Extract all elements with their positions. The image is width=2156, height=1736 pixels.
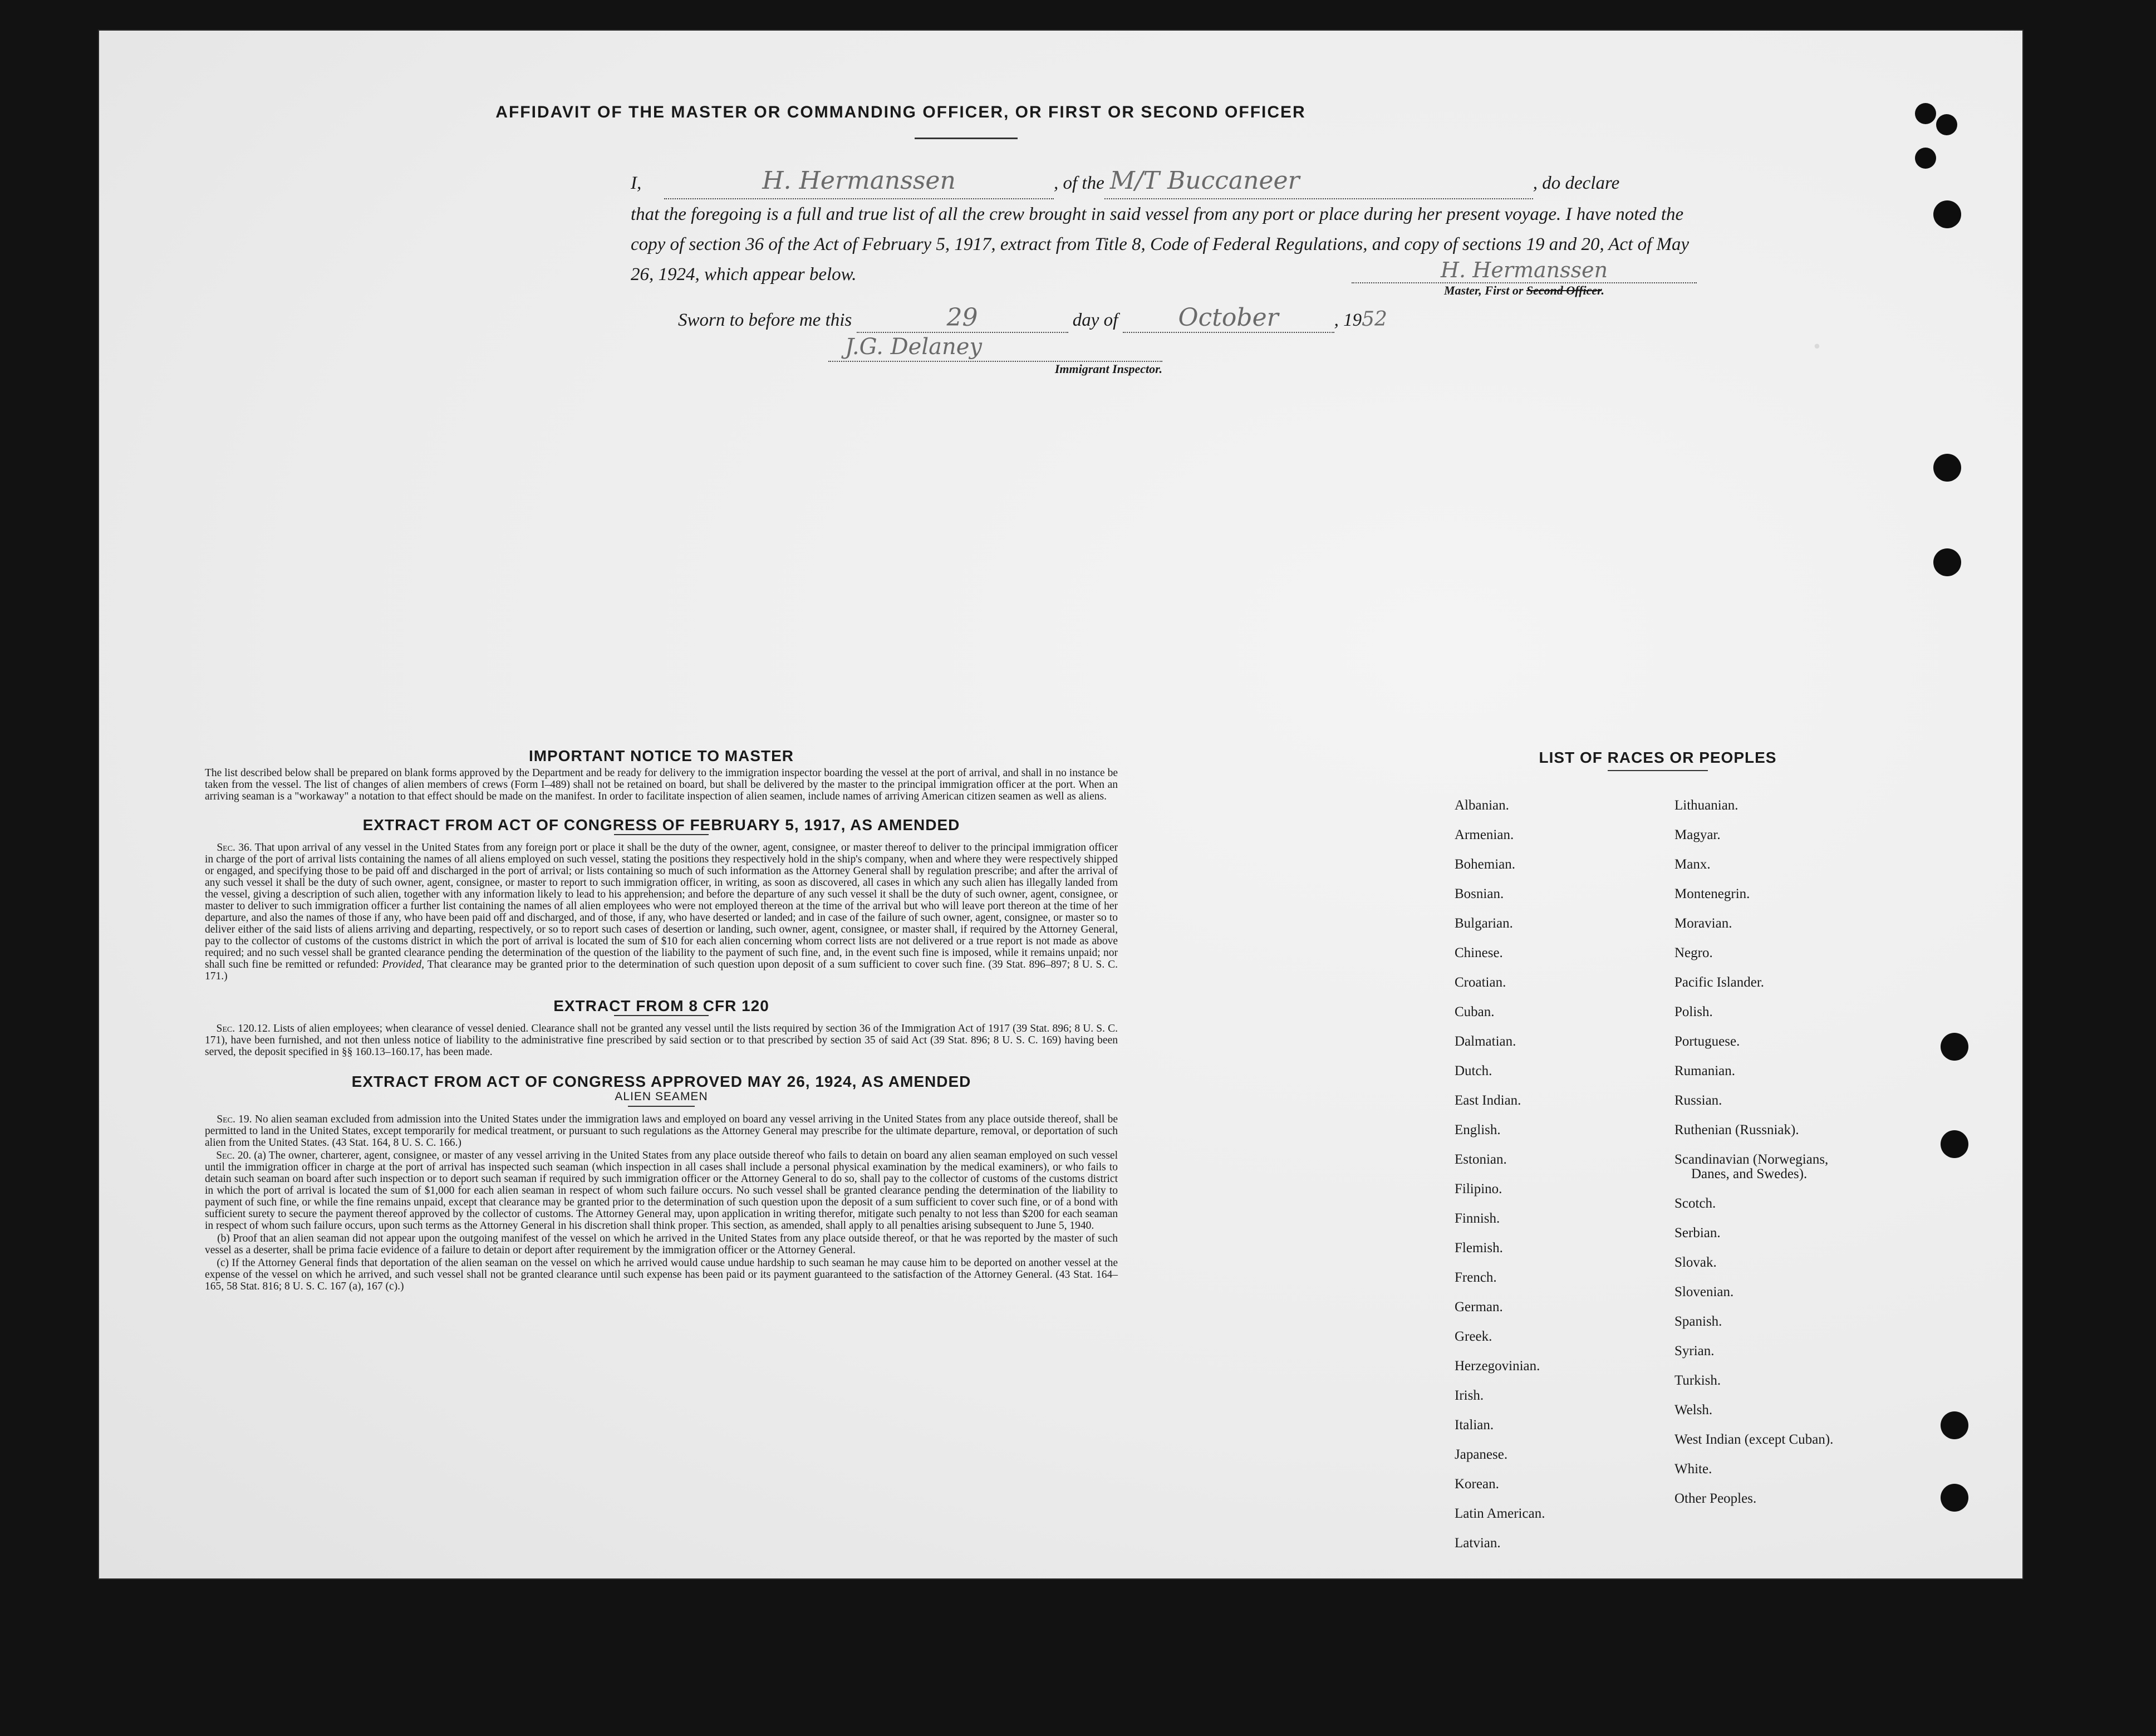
inspector-signature-handwritten: J.G. Delaney [845,334,983,360]
extract-1924-heading: EXTRACT FROM ACT OF CONGRESS APPROVED MAY 26, 1924, AS AMENDED [351,1073,971,1090]
punch-hole [1936,114,1957,135]
notice-heading: IMPORTANT NOTICE TO MASTER [528,747,794,764]
race-item: Estonian. [1455,1152,1507,1167]
divider [1608,770,1708,771]
race-item: Latin American. [1455,1506,1545,1521]
extract-1924-sec20a: Sec. 20. (a) The owner, charterer, agent, consignee, or master of any vessel arriving in the United States from any place outside thereof who fails to detain on board any alien seaman employed on such vessel until the immigration officer in charge at the port of arrival has inspected such seaman (which inspection in all cases shall include a personal physical examination by the medical examiners), or who fails to detain such seaman on board after such inspection or to deport such seaman if required by such immigration officer or the Attorney General to do so, shall pay to the collector of customs of the customs district in which the port of arrival is located the sum of $1,000 for each alien seaman in respect of whom such failure occurs. No such vessel shall be granted clearance pending the determination of the liability to payment of such fine, or while the fine remains unpaid, except that clearance may be granted prior to the determination of such question upon the deposit of a sum sufficient to cover such fine, or of a bond with sufficient surety to secure the payment thereof approved by the collector of customs. The Attorney General may, upon application in writing therefor, mitigate such penalty to not less than $200 for each seaman in respect of whom such failure occurs, upon such terms as the Attorney General in his discretion shall think proper. This section, as amended, shall apply to all penalties arising subsequent to June 5, 1940. [205,1150,1118,1232]
punch-hole [1915,103,1936,124]
race-item: English. [1455,1122,1501,1137]
document-page: 🞄 AFFIDAVIT OF THE MASTER OR COMMANDING OFFICER, OR FIRST OR SECOND OFFICER I, H. Hermanssen , of the M/T Buccaneer , do declare that the foregoing is a full and true list of all the crew brought in said vessel from any port or place during her present voyage. I have noted the copy of section 36 of the Act of February 5, 1917, extract from Title 8, Code of Federal Regulations, and copy of sections 19 and 20, Act of May 26, 1924, which appear below. H. Hermanssen Master, First or Second Officer. Sworn to before me this 29 day of October , 1952 J.G. Delaney Immigrant Inspector. IMPORTANT NOTICE TO MASTER The list described below shall be prepared on blank forms approved by the Department and be ready for delivery to the immigration inspector boarding the vessel at the port of arrival, and shall in no instance be taken from the vessel. The list of changes of alien members of crews (Form I–489) shall not be retained on board, but shall be delivered by the master to the principal immigration officer at the port. When an arriving seaman is a "workaway" a notation to that effect should be made on the manifest. In order to facilitate inspection of alien seamen, include names of arriving American citizen seamen as well as aliens. EXTRACT FROM ACT OF CONGRESS OF FEBRUARY 5, 1917, AS AMENDED Sec. 36. That upon arrival of any vessel in the United States from any foreign port or place it shall be the duty of the owner, agent, consignee, or master thereof to deliver to the principal immigration officer in charge of the port of arrival lists containing the names of all aliens employed on such vessel, stating the positions they respectively hold in the ship's company, when and where they were respectively shipped or engaged, and specifying those to be paid off and discharged in the port of arrival; or lists containing so much of such information as the Attorney General shall by regulation prescribe; and after the arrival of any such vessel it shall be the duty of such owner, agent, consignee, or master to report to such immigration officer, in writing, as soon as discovered, all cases in which any such alien has illegally landed from the vessel, giving a description of such alien, together with any information likely to lead to his apprehension; and before the departure of any such vessel it shall be the duty of such owner, agent, consignee, or master to deliver to such immigration officer a further list containing the names of all alien employees who were not employed thereon at the time of the arrival but who will leave port thereon at the time of her departure, and also the names of those if any, who have been paid off and discharged, and of those, if any, who have deserted or landed; and in case of the failure of such owner, agent, consignee, or master so to deliver either of the said lists of aliens arriving and departing, respectively, or so to report such cases of desertion or landing, such owner, agent, consignee, or master shall, if required by the Attorney General, pay to the collector of customs of the customs district in which the port of arrival is located the sum of $10 for each alien concerning whom correct lists are not delivered or a true report is not made as above required; and no such vessel shall be granted clearance pending the determination of the question of the liability to the payment of such fine, and, in the event such fine is imposed, while it remains unpaid; nor shall such fine be remitted or refunded: Provided, That clearance may be granted prior to the determination of such question upon deposit of a sum sufficient to cover such fine. (39 Stat. 896–897; 8 U. S. C. 171.) EXTRACT FROM 8 CFR 120 Sec. 120.12. Lists of alien employees; when clearance of vessel denied. Clearance shall not be granted any vessel until the lists required by section 36 of the Immigration Act of 1917 (39 Stat. 896; 8 U. S. C. 171), have been furnished, and not then unless notice of liability to the administrative fine prescribed by said section or to that prescribed by section 35 of said Act (39 Stat. 896; 8 U. S. C. 169) having been served, the deposit specified in §§ 160.13–160.17, has been made. EXTRACT FROM ACT OF CONGRESS APPROVED MAY 26, 1924, AS AMENDED ALIEN SEAMEN Sec. 19. No alien seaman excluded from admission into the United States under the immigration laws and employed on board any vessel arriving in the United States from any place outside thereof, shall be permitted to land in the United States, except temporarily for medical treatment, or pursuant to such regulations as the Attorney General may prescribe for the ultimate departure, removal, or deportation of such alien from the United States. (43 Stat. 164, 8 U. S. C. 166.) Sec. 20. (a) The owner, charterer, agent, consignee, or master of any vessel arriving in the United States from any place outside thereof who fails to detain on board any alien seaman employed on such vessel until the immigration officer in charge at the port of arrival has inspected such seaman (which inspection in all cases shall include a personal physical examination by the medical examiners), or who fails to detain such seaman on board after such inspection or to deport such seaman if required by such immigration officer or the Attorney General to do so, shall pay to the collector of customs of the customs district in which the port of arrival is located the sum of $1,000 for each alien seaman in respect of whom such failure occurs. No such vessel shall be granted clearance pending the determination of the liability to payment of such fine, or while the fine remains unpaid, except that clearance may be granted prior to the determination of such question upon the deposit of a sum sufficient to cover such fine, or of a bond with sufficient surety to secure the payment thereof approved by the collector of customs. The Attorney General may, upon application in writing therefor, mitigate such penalty to not less than $200 for each seaman in respect of whom such failure occurs, upon such terms as the Attorney General in his discretion shall think proper. This section, as amended, shall apply to all penalties arising subsequent to June 5, 1940. (b) Proof that an alien seaman did not appear upon the outgoing manifest of the vessel on which he arrived in the United States from any place outside thereof, or that he was reported by the master of such vessel as a deserter, shall be prima facie evidence of a failure to detain or deport after requirement by the immigration officer or the Attorney General. (c) If the Attorney General finds that deportation of the alien seaman on the vessel on which he arrived would cause undue hardship to such seaman he may cause him to be deported on another vessel at the expense of the vessel on which he arrived, and such vessel shall not be granted clearance until such expense has been paid or its payment guaranteed to the satisfaction of the Attorney General. (43 Stat. 164–165, 58 Stat. 816; 8 U. S. C. 167 (a), 167 (c).) LIST OF RACES OR PEOPLES Albanian. Armenian. Bohemian. Bosnian. Bulgarian. Chinese. Croatian. Cuban. Dalmatian. Dutch. East Indian. English. Estonian. Filipino. Finnish. Flemish. French. German. Greek. Herzegovinian. Irish. Italian. Japanese. Korean. Latin American. Latvian. Lithuanian. Magyar. Manx. Montenegrin. Moravian. Negro. Pacific Islander. Polish. Portuguese. Rumanian. Russian. Ruthenian (Russniak). Scandinavian (Norwegians, Danes, and Swedes). Scotch. Serbian. Slovak. Slovenian. Spanish. Syrian. Turkish. Welsh. West Indian (except Cuban). White. Other Peoples. [99,31,2022,1578]
race-item: Montenegrin. [1674,886,1750,901]
day-of-label: day of [1072,310,1118,330]
extract-1917-heading: EXTRACT FROM ACT OF CONGRESS OF FEBRUARY 5, 1917, AS AMENDED [362,816,960,833]
race-item: Filipino. [1455,1181,1502,1196]
i-label: I, [631,173,642,193]
race-item: Finnish. [1455,1211,1500,1226]
races-heading: LIST OF RACES OR PEOPLES [1539,749,1777,766]
sworn-month-handwritten: October [1178,303,1279,332]
race-item: Other Peoples. [1674,1491,1757,1506]
race-item: Manx. [1674,857,1711,872]
extract-1924-sec19: Sec. 19. No alien seaman excluded from admission into the United States under the immigration laws and employed on board any vessel arriving in the United States from any place outside thereof, shall be permitted to land in the United States, except temporarily for medical treatment, or pursuant to such regulations as the Attorney General may prescribe for the ultimate departure, removal, or deportation of such alien from the United States. (43 Stat. 164, 8 U. S. C. 166.) [205,1114,1118,1149]
race-item: Chinese. [1455,945,1503,960]
race-item: Serbian. [1674,1225,1721,1240]
alien-seamen-subheading: ALIEN SEAMEN [615,1090,708,1103]
notice-body: The list described below shall be prepared on blank forms approved by the Department and be ready for delivery to the immigration inspector boarding the vessel at the port of arrival, and shall in no instance be taken from the vessel. The list of changes of alien members of crews (Form I–489) shall not be retained on board, but shall be delivered by the master to the principal immigration officer at the port. When an arriving seaman is a "workaway" a notation to that effect should be made on the manifest. In order to facilitate inspection of alien seamen, include names of arriving American citizen seamen as well as aliens. [205,767,1118,802]
divider [628,1106,695,1107]
extract-cfr-heading: EXTRACT FROM 8 CFR 120 [553,997,769,1014]
race-item: Syrian. [1674,1343,1715,1359]
of-the-label: , of the [1054,173,1104,193]
declaration-body: that the foregoing is a full and true list of all the crew brought in said vessel from any port or place during her present voyage. I have noted the copy of section 36 of the Act of February 5, 1917, extract from Title 8, Code of Federal Regulations, and copy of sections 19 and 20, Act of May 26, 1924, which appear below. [631,204,1690,285]
sworn-label: Sworn to before me this [678,310,852,330]
race-item: Lithuanian. [1674,798,1738,813]
race-item: Albanian. [1455,798,1509,813]
race-item: Rumanian. [1674,1063,1736,1078]
race-item: Slovak. [1674,1255,1717,1270]
punch-hole [1941,1130,1968,1158]
race-item: Slovenian. [1674,1284,1734,1299]
divider [614,1015,709,1016]
race-item: Spanish. [1674,1314,1722,1329]
do-declare-label: , do declare [1533,173,1620,193]
race-item: Dutch. [1455,1063,1492,1078]
race-item: Dalmatian. [1455,1034,1516,1049]
race-item: Scandinavian (Norwegians, [1674,1152,1829,1167]
race-item: Polish. [1674,1004,1713,1019]
race-item: Portuguese. [1674,1034,1740,1049]
race-item: Irish. [1455,1388,1484,1403]
race-item: Herzegovinian. [1455,1359,1540,1374]
punch-hole [1915,148,1936,169]
race-item: Korean. [1455,1477,1499,1492]
race-item: Ruthenian (Russniak). [1674,1122,1799,1137]
race-item: Bulgarian. [1455,916,1513,931]
race-item: White. [1674,1462,1712,1477]
race-item: Turkish. [1674,1373,1721,1388]
punch-hole [1933,548,1961,576]
extract-1924-sec20c: (c) If the Attorney General finds that deportation of the alien seaman on the vessel on which he arrived would cause undue hardship to such seaman he may cause him to be deported on another vessel at the expense of the vessel on which he arrived, and such vessel shall not be granted clearance until such expense has been paid or its payment guaranteed to the satisfaction of the Attorney General. (43 Stat. 164–165, 58 Stat. 816; 8 U. S. C. 167 (a), 167 (c).) [205,1257,1118,1292]
master-caption: Master, First or Second Officer. [1443,283,1605,297]
race-item: East Indian. [1455,1093,1521,1108]
sworn-line [678,303,1387,333]
inspector-caption: Immigrant Inspector. [1054,362,1162,376]
race-item: Latvian. [1455,1536,1501,1551]
race-item: Greek. [1455,1329,1492,1344]
races-heading-block [1435,749,1880,778]
divider [614,834,709,835]
divider [915,138,1018,139]
year-prefix: , 19 [1334,310,1362,330]
master-signature-handwritten: H. Hermanssen [1440,258,1608,282]
race-item: Italian. [1455,1418,1494,1433]
race-item: Armenian. [1455,827,1514,842]
race-item: Bosnian. [1455,886,1504,901]
race-item: German. [1455,1299,1503,1315]
punch-hole [1933,200,1961,228]
race-item: Croatian. [1455,975,1506,990]
sworn-year-handwritten: 52 [1362,308,1387,331]
race-item: Flemish. [1455,1240,1503,1256]
race-item: Pacific Islander. [1674,975,1765,990]
extract-1917-body: Sec. 36. That upon arrival of any vessel in the United States from any foreign port or place it shall be the duty of the owner, agent, consignee, or master thereof to deliver to the principal immigration officer in charge of the port of arrival lists containing the names of all aliens employed on such vessel, stating the positions they respectively hold in the ship's company, when and where they were respectively shipped or engaged, and specifying those to be paid off and discharged in the port of arrival; or lists containing so much of such information as the Attorney General shall by regulation prescribe; and after the arrival of any such vessel it shall be the duty of such owner, agent, consignee, or master to report to such immigration officer, in writing, as soon as discovered, all cases in which any such alien has illegally landed from the vessel, giving a description of such alien, together with any information likely to lead to his apprehension; and before the departure of any such vessel it shall be the duty of such owner, agent, consignee, or master to deliver to such immigration officer a further list containing the names of all alien employees who were not employed thereon at the time of the arrival but who will leave port thereon at the time of her departure, and also the names of those if any, who have been paid off and discharged, and of those, if any, who have deserted or landed; and in case of the failure of such owner, agent, consignee, or master so to deliver either of the said lists of aliens arriving and departing, respectively, or so to report such cases of desertion or landing, such owner, agent, consignee, or master shall, if required by the Attorney General, pay to the collector of customs of the customs district in which the port of arrival is located the sum of $10 for each alien concerning whom correct lists are not delivered or a true report is not made as above required; and no such vessel shall be granted clearance pending the determination of the question of the liability to the payment of such fine, and, in the event such fine is imposed, while it remains unpaid; nor shall such fine be remitted or refunded: Provided, That clearance may be granted prior to the determination of such question upon deposit of a sum sufficient to cover such fine. (39 Stat. 896–897; 8 U. S. C. 171.) [205,842,1118,982]
vessel-name-handwritten: M/T Buccaneer [1109,166,1300,195]
sworn-day-handwritten: 29 [946,303,978,332]
master-signature-block [1352,258,1697,298]
race-item: Japanese. [1455,1447,1508,1462]
legal-notices [205,747,1118,1293]
race-item: Negro. [1674,945,1713,960]
race-item: West Indian (except Cuban). [1674,1432,1834,1447]
affidavit-title: AFFIDAVIT OF THE MASTER OR COMMANDING OFFICER, OR FIRST OR SECOND OFFICER [495,103,1306,121]
race-item: Scotch. [1674,1196,1716,1211]
race-item: Welsh. [1674,1402,1713,1418]
race-item: Bohemian. [1455,857,1516,872]
race-item: Magyar. [1674,827,1721,842]
master-name-handwritten: H. Hermanssen [762,166,956,195]
race-item: Russian. [1674,1093,1722,1108]
punch-hole [1941,1411,1968,1439]
extract-1924-sec20b: (b) Proof that an alien seaman did not appear upon the outgoing manifest of the vessel on which he arrived in the United States from any place outside thereof, or that he was reported by the master of such vessel as a deserter, shall be prima facie evidence of a failure to detain or deport after requirement by the immigration officer or the Attorney General. [205,1233,1118,1256]
punch-hole [1941,1484,1968,1512]
race-item: Danes, and Swedes). [1691,1166,1808,1181]
race-item: Moravian. [1674,916,1732,931]
punch-hole [1941,1033,1968,1061]
inspector-signature-block [828,334,1162,376]
race-item: French. [1455,1270,1497,1285]
extract-cfr-body: Sec. 120.12. Lists of alien employees; when clearance of vessel denied. Clearance shall not be granted any vessel until the lists required by section 36 of the Immigration Act of 1917 (39 Stat. 896; 8 U. S. C. 171), have been furnished, and not then unless notice of liability to the administrative fine prescribed by said section or to that prescribed by section 35 of said Act (39 Stat. 896; 8 U. S. C. 169) having been served, the deposit specified in §§ 160.13–160.17, has been made. [205,1023,1118,1058]
race-item: Cuban. [1455,1004,1495,1019]
punch-hole [1933,454,1961,482]
